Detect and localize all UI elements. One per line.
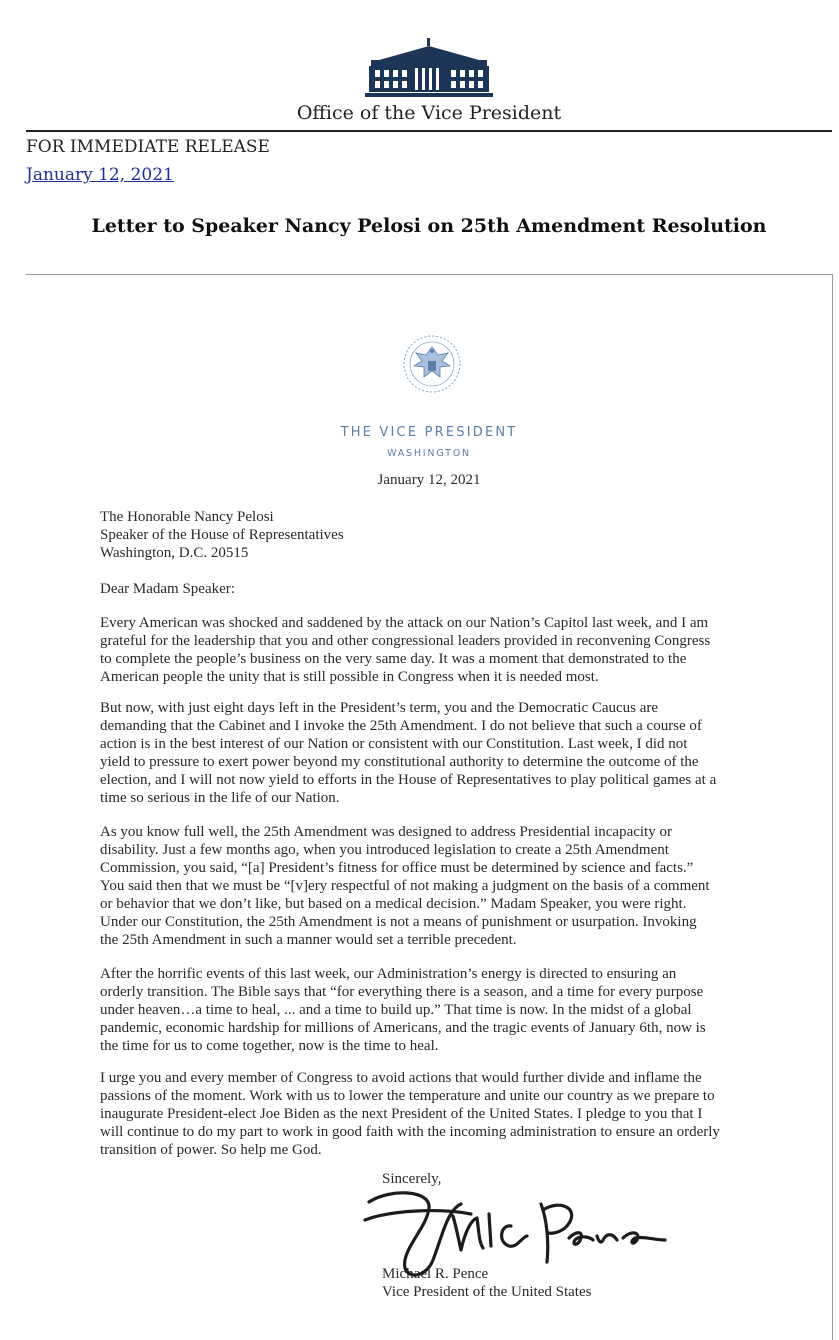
paragraph-line: inaugurate President-elect Joe Biden as the next President of the United States. I pledge to you that I <box>100 1106 703 1122</box>
letterhead-subtitle: WASHINGTON <box>387 448 471 459</box>
handwritten-signature <box>361 1180 671 1285</box>
paragraph-line: yield to pressure to exert power beyond my constitutional authority to determine the outcome of the <box>100 754 699 770</box>
salutation: Dear Madam Speaker: <box>100 581 235 597</box>
letterhead-title: THE VICE PRESIDENT <box>340 425 518 440</box>
address-line: The Honorable Nancy Pelosi <box>100 509 274 525</box>
paragraph-line: Every American was shocked and saddened by the attack on our Nation’s Capitol last week, and I am <box>100 615 709 631</box>
paragraph-line: You said then that we must be “[v]ery respectful of not making a judgment on the basis of a comment <box>100 878 710 894</box>
paragraph-line: demanding that the Cabinet and I invoke the 25th Amendment. I do not believe that such a course of <box>100 718 702 734</box>
letter-paragraph <box>100 823 790 949</box>
letter-paragraph <box>100 965 790 1055</box>
white-house-icon <box>365 38 493 100</box>
vice-president-seal-icon <box>402 333 462 395</box>
letter-paragraph <box>100 699 790 807</box>
paragraph-line: After the horrific events of this last week, our Administration’s energy is directed to ensuring an <box>100 966 677 982</box>
closing: Sincerely, <box>382 1171 442 1187</box>
page-title: Letter to Speaker Nancy Pelosi on 25th Amendment Resolution <box>91 215 767 237</box>
paragraph-line: to complete the people’s business on the very same day. It was a moment that demonstrated to the <box>100 651 687 667</box>
paragraph-line: As you know full well, the 25th Amendment was designed to address Presidential incapacity or <box>100 824 672 840</box>
paragraph-line: grateful for the leadership that you and other congressional leaders provided in reconvening Congress <box>100 633 711 649</box>
paragraph-line: election, and I will not now yield to efforts in the House of Representatives to play political games at a <box>100 772 717 788</box>
paragraph-line: under heaven…a time to heal, ... and a time to build up.” That time is now. In the midst of a global <box>100 1002 692 1018</box>
paragraph-line: the 25th Amendment in such a manner would set a terrible precedent. <box>100 932 517 948</box>
signatory-name: Michael R. Pence <box>382 1266 489 1282</box>
paragraph-line: Under our Constitution, the 25th Amendment is not a means of punishment or usurpation. Invoking <box>100 914 697 930</box>
header-divider <box>26 130 832 132</box>
paragraph-line: the time for us to come together, now is the time to heal. <box>100 1038 439 1054</box>
letter-paragraph <box>100 614 790 686</box>
paragraph-line: will continue to do my part to work in good faith with the incoming administration to ensure an orderly <box>100 1124 720 1140</box>
paragraph-line: passions of the moment. Work with us to lower the temperature and unite our country as we prepare to <box>100 1088 715 1104</box>
paragraph-line: action is in the best interest of our Nation or consistent with our Constitution. Last week, I did not <box>100 736 688 752</box>
paragraph-line: disability. Just a few months ago, when you introduced legislation to create a 25th Amendment <box>100 842 669 858</box>
release-date-link[interactable]: January 12, 2021 <box>26 165 174 185</box>
paragraph-line: orderly transition. The Bible says that “for everything there is a season, and a time for every purpose <box>100 984 704 1000</box>
address-line: Washington, D.C. 20515 <box>100 545 249 561</box>
signatory-title: Vice President of the United States <box>382 1284 592 1300</box>
paragraph-line: American people the unity that is still possible in Congress when it is needed most. <box>100 669 599 685</box>
paragraph-line: I urge you and every member of Congress to avoid actions that would further divide and inflame the <box>100 1070 702 1086</box>
paragraph-line: transition of power. So help me God. <box>100 1142 322 1158</box>
paragraph-line: But now, with just eight days left in the President’s term, you and the Democratic Caucus are <box>100 700 659 716</box>
letter-image <box>26 274 833 1340</box>
address-line: Speaker of the House of Representatives <box>100 527 344 543</box>
office-title: Office of the Vice President <box>296 102 562 124</box>
recipient-address <box>100 508 344 562</box>
paragraph-line: or behavior that we don’t like, but based on a medical decision.” Madam Speaker, you were right. <box>100 896 687 912</box>
letter-date: January 12, 2021 <box>377 472 481 488</box>
letter-paragraph <box>100 1069 790 1159</box>
paragraph-line: pandemic, economic hardship for millions of Americans, and the tragic events of January 6th, now is <box>100 1020 706 1036</box>
paragraph-line: Commission, you said, “[a] President’s fitness for office must be determined by science and facts.” <box>100 860 694 876</box>
release-label: FOR IMMEDIATE RELEASE <box>26 137 270 157</box>
paragraph-line: time so serious in the life of our Nation. <box>100 790 340 806</box>
